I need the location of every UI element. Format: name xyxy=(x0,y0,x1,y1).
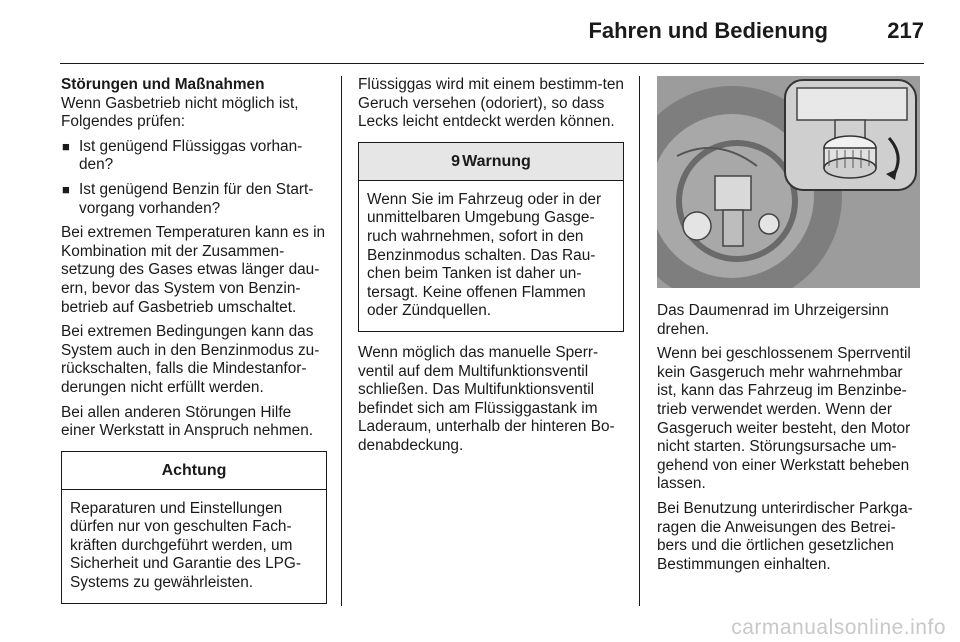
list-item-text: Ist genügend Benzin für den Start-vorgang vorhanden? xyxy=(79,180,314,217)
paragraph: Wenn möglich das manuelle Sperr-ventil auf dem Multifunktionsventil schließen. Das Multifunktionsventil befindet sich am Flüssiggastank im Laderaum, unterhalb der hinteren Bo-denabdeckung. xyxy=(358,343,615,454)
warning-title: Warnung xyxy=(462,152,531,170)
caution-title: Achtung xyxy=(62,452,326,490)
column-divider xyxy=(639,76,640,606)
warning-header xyxy=(359,143,623,181)
valve-illustration xyxy=(657,76,920,288)
paragraph: Flüssiggas wird mit einem bestimm-ten Geruch versehen (odoriert), so dass Lecks leicht entdeckt werden können. xyxy=(358,76,624,131)
section-title: Fahren und Bedienung xyxy=(588,18,828,43)
paragraph: Bei allen anderen Störungen Hilfe einer Werkstatt in Anspruch nehmen. xyxy=(61,403,314,440)
paragraph: Das Daumenrad im Uhrzeigersinn drehen. xyxy=(657,302,889,338)
caution-text: Reparaturen und Einstellungen dürfen nur von geschulten Fach-kräften durchgeführt werden, um Sicherheit und Garantie des LPG-Systems zu gewährleisten. xyxy=(70,499,301,592)
paragraph: Wenn bei geschlossenem Sperrventil kein Gasgeruch mehr wahrnehmbar ist, kann das Fahrzeug im Benzinbe-trieb verwendet werden. Wenn der Gasgeruch weiter besteht, den Motor nicht starten. Störungsursache um-gehend von einer Werkstatt beheben lassen. xyxy=(657,345,911,493)
column-middle xyxy=(358,76,624,462)
bullet-icon: ■ xyxy=(62,181,70,197)
list-item xyxy=(61,138,327,175)
paragraph: Bei extremen Temperaturen kann es in Kombination mit der Zusammen-setzung des Gases etwas länger dau-ern, bevor das System von Benzin-betrieb auf Gasbetrieb umschaltet. xyxy=(61,224,326,316)
warning-box xyxy=(358,142,624,332)
column-divider xyxy=(341,76,342,606)
watermark-text: carmanualsonline.info xyxy=(731,616,946,639)
column-left xyxy=(61,76,327,604)
list-item xyxy=(61,181,327,218)
list-item-text: Ist genügend Flüssiggas vorhan-den? xyxy=(79,137,303,174)
warning-text: Wenn Sie im Fahrzeug oder in der unmittelbaren Umgebung Gasge-ruch wahrnehmen, sofort in den Benzinmodus schalten. Das Rau-chen beim Tanken ist daher un-tersagt. Keine offenen Flammen oder Zündquellen. xyxy=(367,190,602,320)
paragraph: Bei Benutzung unterirdischer Parkga-ragen die Anweisungen des Betrei-bers und die örtlichen gesetzlichen Bestimmungen einhalten. xyxy=(657,499,913,573)
valve-image xyxy=(657,76,920,288)
page-number: 217 xyxy=(887,18,924,43)
intro-text: Wenn Gasbetrieb nicht möglich ist, Folgendes prüfen: xyxy=(61,94,299,131)
page-header xyxy=(60,0,924,64)
caution-box xyxy=(61,451,327,604)
warning-icon: 9 xyxy=(451,152,461,170)
paragraph: Bei extremen Bedingungen kann das System auch in den Benzinmodus zu-rückschalten, falls die Mindestanfor-derungen nicht erfüllt werden. xyxy=(61,323,320,396)
section-heading: Störungen und Maßnahmen xyxy=(61,76,265,93)
column-right xyxy=(657,76,923,580)
bullet-icon: ■ xyxy=(62,138,70,154)
